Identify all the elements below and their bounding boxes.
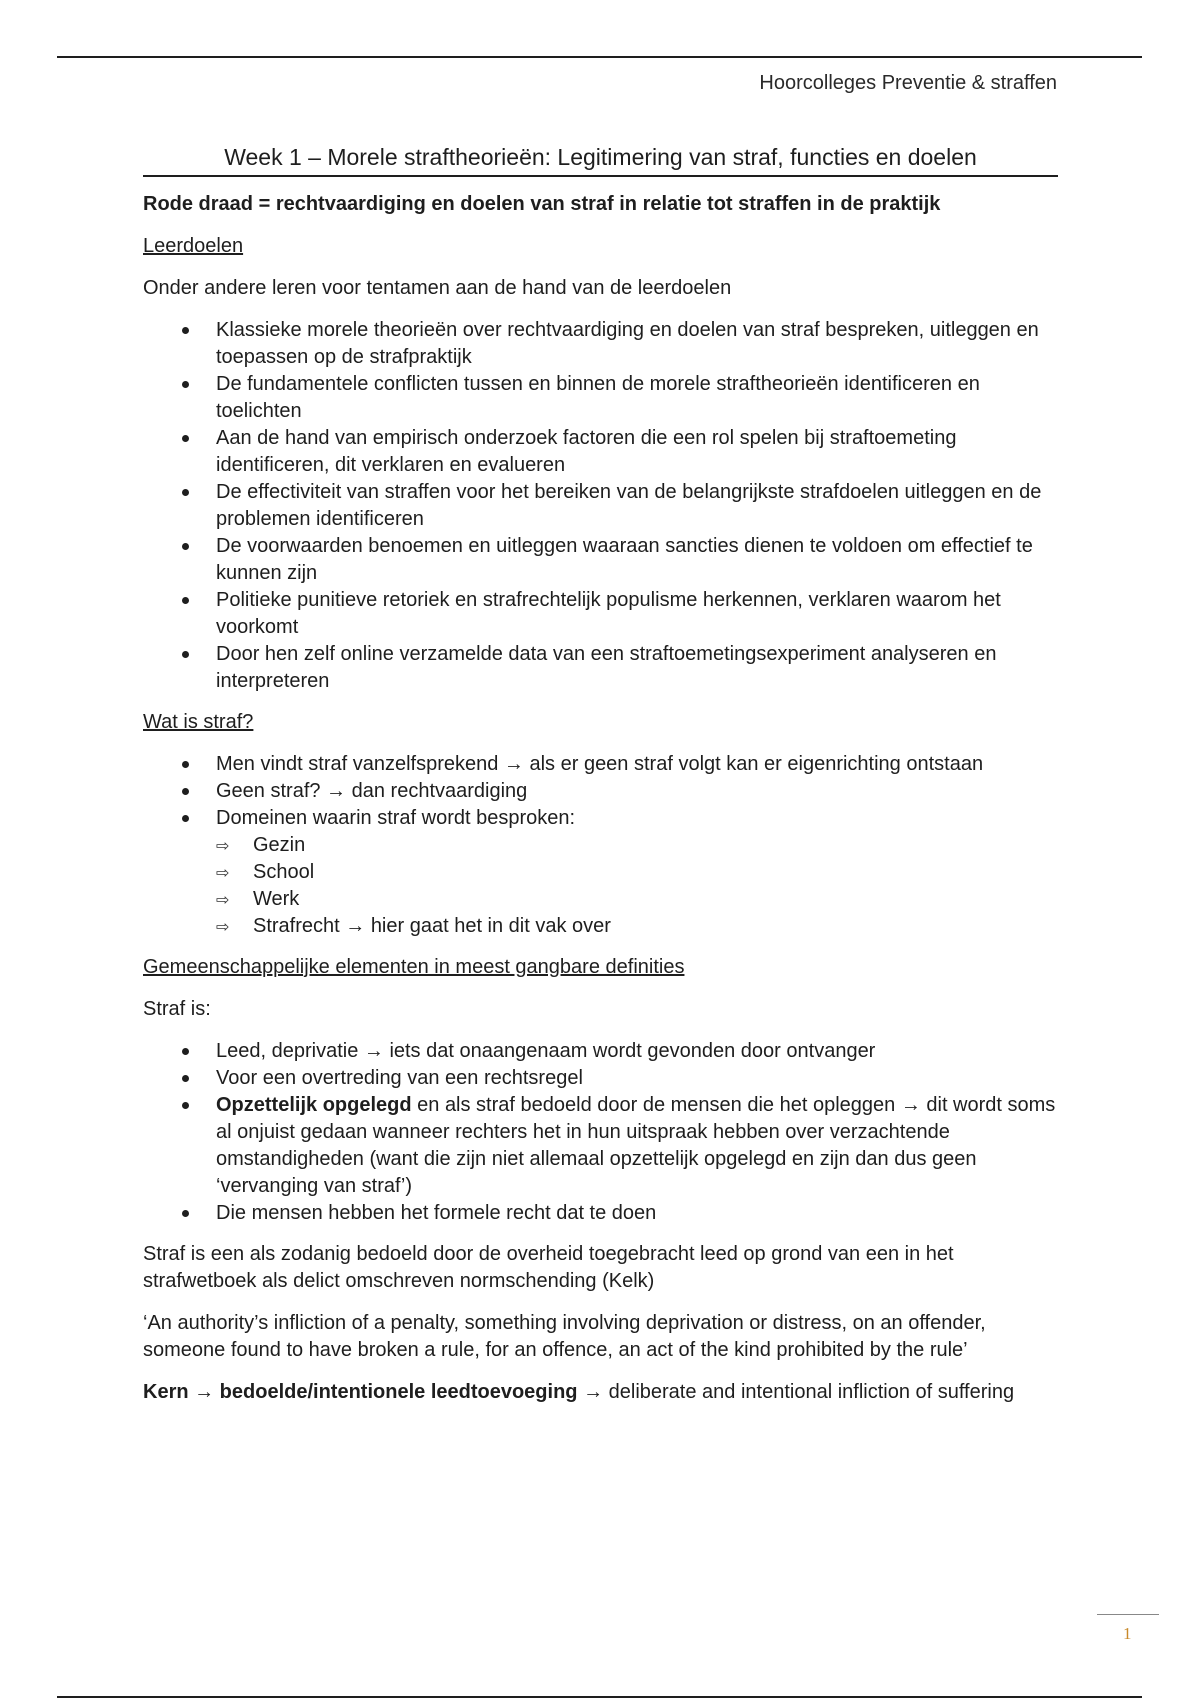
bullet-icon [182, 435, 189, 442]
arrow-right-icon: ⇨ [216, 836, 230, 855]
arrow-right-icon: ⇨ [216, 890, 230, 909]
bullet-icon [182, 651, 189, 658]
list-item: Voor een overtreding van een rechtsregel [143, 1065, 1058, 1092]
emphasis-text: Opzettelijk opgelegd [216, 1094, 412, 1116]
bullet-icon [182, 1075, 189, 1082]
list-item: Door hen zelf online verzamelde data van een straftoemetingsexperiment analyseren en interpreteren [143, 641, 1058, 695]
list-item: Aan de hand van empirisch onderzoek factoren die een rol spelen bij straftoemeting identificeren, dit verklaren en evalueren [143, 425, 1058, 479]
sub-list-item: ⇨ School [216, 859, 1058, 886]
arrow-right-icon: ⇨ [216, 863, 230, 882]
list-item: De effectiviteit van straffen voor het bereiken van de belangrijkste strafdoelen uitleggen en de problemen identificeren [143, 479, 1058, 533]
document-body [143, 142, 1058, 1421]
bullet-icon [182, 489, 189, 496]
heading-wat-is-straf: Wat is straf? [143, 711, 254, 733]
domains-sublist [216, 832, 1058, 940]
bullet-icon [182, 327, 189, 334]
sub-list-item: ⇨ Gezin [216, 832, 1058, 859]
list-item: Politieke punitieve retoriek en strafrechtelijk populisme herkennen, verklaren waarom het voorkomt [143, 587, 1058, 641]
bullet-icon [182, 815, 189, 822]
bullet-icon [182, 788, 189, 795]
bullet-icon [182, 761, 189, 768]
heading-leerdoelen: Leerdoelen [143, 235, 244, 257]
leerdoelen-list [143, 317, 1058, 695]
bullet-icon [182, 381, 189, 388]
definition-quote: ‘An authority’s infliction of a penalty, something involving deprivation or distress, on an offender, someone found to have broken a rule, for an offence, an act of the kind prohibited by the rule’ [143, 1312, 986, 1361]
bullet-icon [182, 597, 189, 604]
top-rule [57, 56, 1142, 58]
bottom-rule [57, 1696, 1142, 1698]
lead-statement: Rode draad = rechtvaardiging en doelen van straf in relatie tot straffen in de praktijk [143, 193, 941, 215]
sub-list-item: ⇨ Werk [216, 886, 1058, 913]
elementen-list [143, 1038, 1058, 1227]
list-item: Domeinen waarin straf wordt besproken: ⇨ Gezin ⇨ School ⇨ Werk ⇨ Strafrecht → hier gaat het in dit vak over [143, 805, 1058, 940]
running-header: Hoorcolleges Preventie & straffen [759, 72, 1057, 94]
list-item: Men vindt straf vanzelfsprekend → als er geen straf volgt kan er eigenrichting ontstaan [143, 751, 1058, 778]
page-title: Week 1 – Morele straftheorieën: Legitimering van straf, functies en doelen [143, 142, 1058, 177]
arrow-right-icon: ⇨ [216, 917, 230, 936]
heading-gemeenschappelijke-elementen: Gemeenschappelijke elementen in meest gangbare definities [143, 956, 685, 978]
list-item: Die mensen hebben het formele recht dat te doen [143, 1200, 1058, 1227]
page-number: 1 [1123, 1624, 1132, 1643]
wat-is-straf-list [143, 751, 1058, 940]
elementen-intro: Straf is: [143, 998, 211, 1020]
kern-statement: Kern → bedoelde/intentionele leedtoevoeging → deliberate and intentional infliction of suffering [143, 1381, 1015, 1403]
list-item: Geen straf? → dan rechtvaardiging [143, 778, 1058, 805]
sub-list-item: ⇨ Strafrecht → hier gaat het in dit vak over [216, 913, 1058, 940]
bullet-icon [182, 1102, 189, 1109]
list-item: Leed, deprivatie → iets dat onaangenaam wordt gevonden door ontvanger [143, 1038, 1058, 1065]
leerdoelen-intro: Onder andere leren voor tentamen aan de hand van de leerdoelen [143, 277, 732, 299]
list-item: Klassieke morele theorieën over rechtvaardiging en doelen van straf bespreken, uitleggen en toepassen op de strafpraktijk [143, 317, 1058, 371]
bullet-icon [182, 543, 189, 550]
list-item: De voorwaarden benoemen en uitleggen waaraan sancties dienen te voldoen om effectief te kunnen zijn [143, 533, 1058, 587]
definition-kelk: Straf is een als zodanig bedoeld door de overheid toegebracht leed op grond van een in het strafwetboek als delict omschreven normschending (Kelk) [143, 1243, 954, 1292]
page-number-rule [1097, 1614, 1159, 1615]
bullet-icon [182, 1210, 189, 1217]
list-item: Opzettelijk opgelegd en als straf bedoeld door de mensen die het opleggen → dit wordt soms al onjuist gedaan wanneer rechters het in hun uitspraak hebben over verzachtende omstandigheden (want die zijn niet allemaal opzettelijk opgelegd en zijn dan dus geen ‘vervanging van straf’) [143, 1092, 1058, 1200]
emphasis-text: Kern → bedoelde/intentionele leedtoevoeging [143, 1381, 578, 1403]
bullet-icon [182, 1048, 189, 1055]
list-item: De fundamentele conflicten tussen en binnen de morele straftheorieën identificeren en toelichten [143, 371, 1058, 425]
